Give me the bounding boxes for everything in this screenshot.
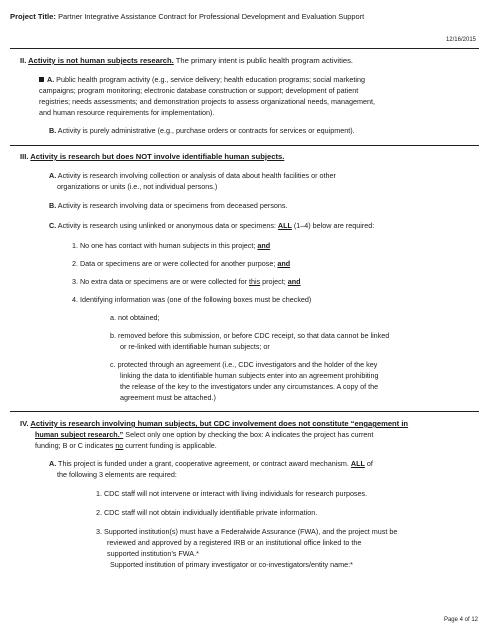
section-4a-text-after: of bbox=[364, 459, 373, 468]
section-4a-item-3-line-3: supported institution’s FWA.* bbox=[107, 549, 199, 558]
section-4a-item-3-line-2: reviewed and approved by a registered IRB or an institutional office linked to the bbox=[107, 538, 362, 547]
section-2-divider bbox=[10, 145, 479, 146]
section-3c-sub-c-line-4: agreement must be attached.) bbox=[120, 393, 216, 402]
section-4a-line-1 bbox=[49, 459, 373, 470]
section-4-desc-b: current funding is applicable. bbox=[123, 441, 217, 450]
section-4-heading-line-1 bbox=[20, 419, 408, 430]
section-3c-sub-a: a. not obtained; bbox=[110, 313, 160, 322]
section-3a-line-1 bbox=[49, 171, 336, 182]
section-3c-sub-c-line-1: c. protected through an agreement (i.e., CDC investigators and the holder of the key bbox=[110, 360, 378, 369]
section-4a-all: ALL bbox=[350, 459, 365, 468]
header-divider bbox=[10, 48, 479, 49]
section-2a-line-4: and human resource requirements for implementation). bbox=[39, 108, 215, 117]
section-2b-text: Activity is purely administrative (e.g., purchase orders or contracts for services or equipment). bbox=[56, 126, 355, 135]
item-emph: and bbox=[257, 241, 271, 250]
section-3a-line-2: organizations or units (i.e., not individual persons.) bbox=[57, 182, 218, 191]
section-4a-text: This project is funded under a grant, cooperative agreement, or contract award mechanism. bbox=[56, 459, 351, 468]
item-text: 1. No one has contact with human subjects in this project; bbox=[72, 241, 258, 250]
section-3a-text: Activity is research involving collection or analysis of data about health facilities or other bbox=[56, 171, 336, 180]
section-2-desc: The primary intent is public health program activities. bbox=[173, 56, 354, 65]
section-3-divider bbox=[10, 411, 479, 412]
section-3c-sub-b-line-2: or re-linked with identifiable human subjects; or bbox=[120, 342, 270, 351]
project-title-row bbox=[10, 12, 364, 21]
section-2a-line-3: registries; needs assessments; and demonstration projects to assess organizational needs, management, bbox=[39, 97, 375, 106]
item-emph-2: and bbox=[287, 277, 301, 286]
section-4-desc: Select only one option by checking the box: A indicates the project has current bbox=[123, 430, 374, 439]
section-3c-sub-b-line-1: b. removed before this submission, or before CDC receipt, so that data cannot be linked bbox=[110, 331, 390, 340]
section-2b-label: B. bbox=[49, 126, 57, 135]
section-4-title-2: human subject research.” bbox=[35, 430, 124, 439]
section-3b-line bbox=[49, 201, 288, 212]
section-4a-item-2: 2. CDC staff will not obtain individually identifiable private information. bbox=[96, 508, 318, 517]
section-2a-line-2: campaigns; program monitoring; electronic database construction or support; development of patient bbox=[39, 86, 359, 95]
section-3-title: Activity is research but does NOT involve identifiable human subjects. bbox=[30, 152, 285, 161]
section-3b-label: B. bbox=[49, 201, 57, 210]
section-3c-item-3 bbox=[72, 277, 301, 288]
section-3c-item-2 bbox=[72, 259, 290, 270]
section-3c-item-1 bbox=[72, 241, 270, 252]
project-title-value: Partner Integrative Assistance Contract for Professional Development and Evaluation Support bbox=[58, 12, 365, 21]
item-text: 2. Data or specimens are or were collected for another purpose; bbox=[72, 259, 278, 268]
section-2b-line bbox=[49, 126, 355, 137]
section-3c-label: C. bbox=[49, 221, 57, 230]
project-title-label: Project Title: bbox=[10, 12, 56, 21]
item-emph: this bbox=[248, 277, 261, 286]
section-4a-line-2: the following 3 elements are required: bbox=[57, 470, 177, 479]
item-after: project; bbox=[260, 277, 288, 286]
section-2a-line-1 bbox=[39, 75, 365, 86]
section-2a-label: A. bbox=[47, 75, 55, 84]
section-2-title: Activity is not human subjects research. bbox=[28, 56, 174, 65]
section-4-heading-line-2 bbox=[35, 430, 373, 441]
section-3-heading bbox=[20, 152, 284, 163]
section-3c-text: Activity is research using unlinked or anonymous data or specimens: bbox=[56, 221, 278, 230]
section-4-heading-line-3 bbox=[35, 441, 217, 452]
section-3-number: III. bbox=[20, 152, 29, 161]
section-4a-item-3-line-4: Supported institution of primary investigator or co-investigators/entity name:* bbox=[110, 560, 353, 569]
section-4a-item-3-line-1: 3. Supported institution(s) must have a Federalwide Assurance (FWA), and the project must be bbox=[96, 527, 398, 536]
section-3c-text-after: (1–4) below are required: bbox=[291, 221, 375, 230]
checkbox-checked-icon[interactable] bbox=[39, 77, 44, 82]
section-4a-label: A. bbox=[49, 459, 57, 468]
section-4-title-1: Activity is research involving human subjects, but CDC involvement does not constitute “engagement in bbox=[30, 419, 409, 428]
section-3a-label: A. bbox=[49, 171, 57, 180]
item-text: 3. No extra data or specimens are or were collected for bbox=[72, 277, 249, 286]
section-2a-text: Public health program activity (e.g., service delivery; health education programs; social marketing bbox=[54, 75, 365, 84]
section-3c-sub-c-line-2: linking the data to identifiable human subjects enter into an agreement prohibiting bbox=[120, 371, 379, 380]
section-4-desc-a: funding; B or C indicates bbox=[35, 441, 116, 450]
section-3c-sub-c-line-3: the release of the key to the investigators under any circumstances. A copy of the bbox=[120, 382, 379, 391]
section-3c-item-4: 4. Identifying information was (one of the following boxes must be checked) bbox=[72, 295, 312, 304]
item-emph: and bbox=[277, 259, 291, 268]
section-2-number: II. bbox=[20, 56, 27, 65]
section-4-desc-no: no bbox=[115, 441, 124, 450]
document-date: 12/16/2015 bbox=[445, 37, 476, 43]
page-number: Page 4 of 12 bbox=[443, 617, 478, 623]
section-4-number: IV. bbox=[20, 419, 29, 428]
section-3b-text: Activity is research involving data or specimens from deceased persons. bbox=[56, 201, 288, 210]
section-3c-line bbox=[49, 221, 374, 232]
section-3c-all: ALL bbox=[277, 221, 292, 230]
section-4a-item-1: 1. CDC staff will not intervene or interact with living individuals for research purposes. bbox=[96, 489, 368, 498]
section-2-heading bbox=[20, 56, 353, 67]
